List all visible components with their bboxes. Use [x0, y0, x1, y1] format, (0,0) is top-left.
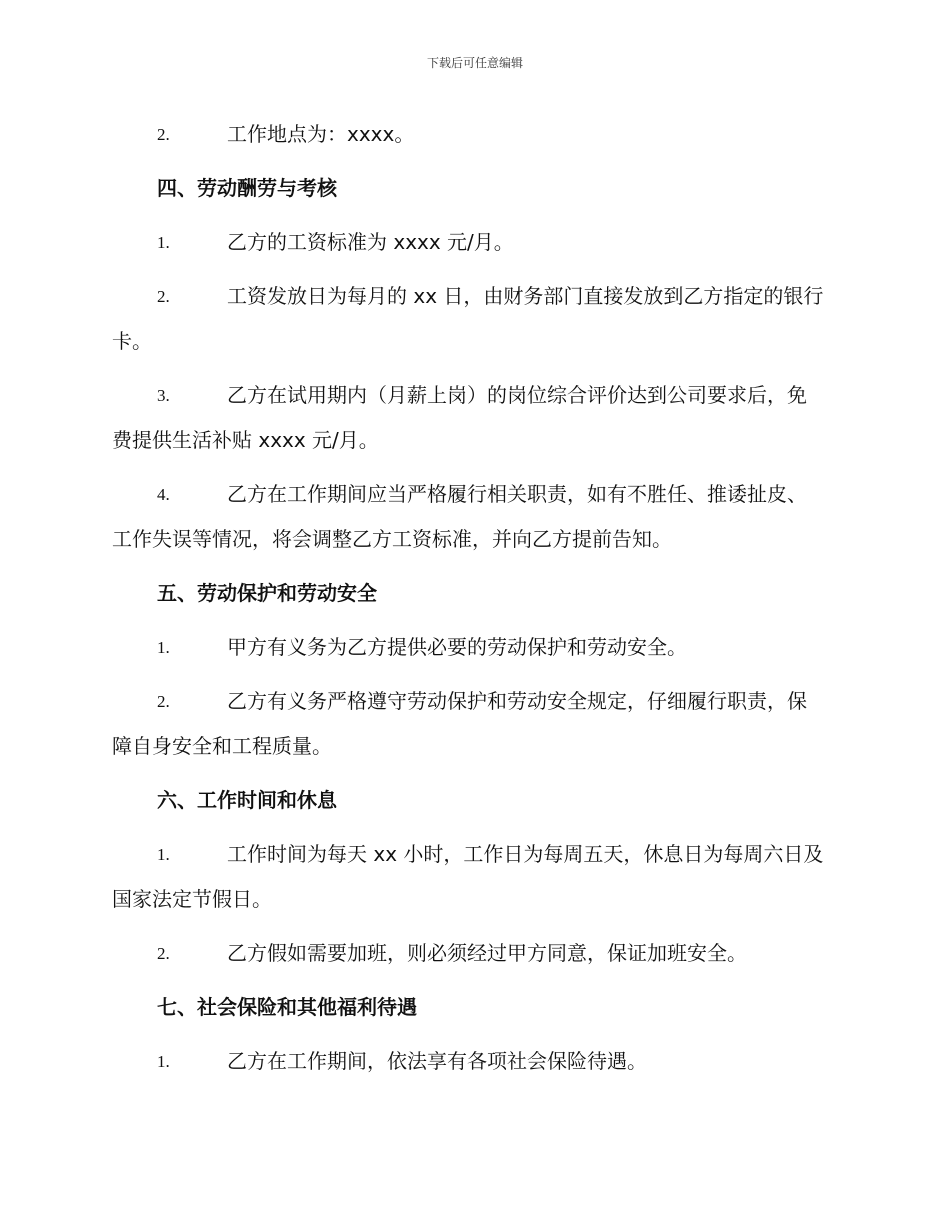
item-number: 1. — [157, 638, 170, 657]
item-number: 4. — [157, 485, 170, 504]
list-item — [112, 373, 824, 463]
item-text: 乙方在试用期内（月薪上岗）的岗位综合评价达到公司要求后，免费提供生活补贴 xxxx 元/月。 — [112, 383, 807, 452]
item-number: 3. — [157, 386, 170, 405]
item-text: 乙方有义务严格遵守劳动保护和劳动安全规定，仔细履行职责，保障自身安全和工程质量。 — [112, 689, 807, 758]
item-number: 1. — [157, 233, 170, 252]
item-text: 工作地点为：xxxx。 — [227, 122, 415, 146]
section-heading: 七、社会保险和其他福利待遇 — [157, 995, 417, 1019]
item-number: 2. — [157, 125, 170, 144]
list-item — [112, 832, 824, 922]
item-text: 工作时间为每天 xx 小时，工作日为每周五天，休息日为每周六日及国家法定节假日。 — [112, 842, 824, 911]
item-text: 乙方的工资标准为 xxxx 元/月。 — [227, 230, 514, 254]
list-item — [112, 220, 824, 265]
section-heading: 六、工作时间和休息 — [157, 788, 337, 812]
item-number: 1. — [157, 845, 170, 864]
item-text: 乙方假如需要加班，则必须经过甲方同意，保证加班安全。 — [227, 941, 747, 965]
list-item — [112, 274, 824, 364]
item-number: 2. — [157, 287, 170, 306]
list-item — [112, 679, 824, 769]
item-number: 2. — [157, 692, 170, 711]
list-item — [112, 1039, 824, 1084]
section-heading: 五、劳动保护和劳动安全 — [157, 581, 377, 605]
list-item — [112, 625, 824, 670]
item-text: 乙方在工作期间，依法享有各项社会保险待遇。 — [227, 1049, 647, 1073]
item-number: 2. — [157, 944, 170, 963]
section-heading: 四、劳动酬劳与考核 — [157, 176, 337, 200]
list-item — [112, 472, 824, 562]
item-text: 工资发放日为每月的 xx 日，由财务部门直接发放到乙方指定的银行卡。 — [112, 284, 824, 353]
item-text: 甲方有义务为乙方提供必要的劳动保护和劳动安全。 — [227, 635, 687, 659]
list-item — [112, 112, 824, 157]
document-body — [112, 112, 824, 1093]
list-item — [112, 931, 824, 976]
header-note: 下载后可任意编辑 — [426, 56, 523, 70]
item-text: 乙方在工作期间应当严格履行相关职责，如有不胜任、推诿扯皮、工作失误等情况，将会调整乙方工资标准，并向乙方提前告知。 — [112, 482, 807, 551]
item-number: 1. — [157, 1052, 170, 1071]
